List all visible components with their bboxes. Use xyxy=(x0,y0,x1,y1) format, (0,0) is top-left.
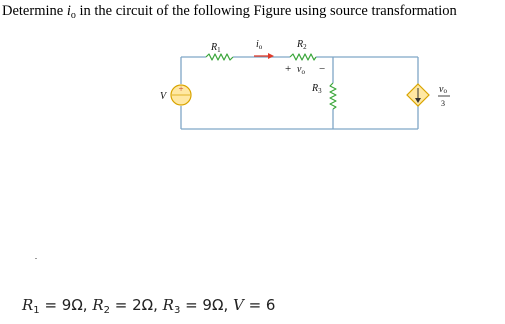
question-symbol-subscript: o xyxy=(70,10,76,21)
r2-label: $R_2$ xyxy=(297,39,307,51)
current-arrow-icon xyxy=(254,53,274,59)
question-suffix: in the circuit of the following Figure using source transformation xyxy=(75,3,457,19)
question-symbol: i xyxy=(66,3,71,19)
resistor-r1 xyxy=(206,54,233,60)
r2-name: R xyxy=(92,296,104,314)
r1-subscript: 1 xyxy=(33,305,40,316)
stray-dot xyxy=(35,258,37,259)
source-plus-sign: + xyxy=(178,84,184,94)
r1-name: R xyxy=(22,296,34,314)
io-label: $i_o$ xyxy=(256,39,263,51)
r3-value: = 9Ω, xyxy=(180,296,233,314)
dependent-source-numerator: vo xyxy=(439,84,447,95)
v-name: V xyxy=(232,296,244,314)
dependent-current-source-icon xyxy=(407,84,429,106)
r1-label: $R_1$ xyxy=(211,42,221,54)
r2-value: = 2Ω, xyxy=(110,296,163,314)
vo-plus-sign: + xyxy=(285,63,292,75)
v-label: V xyxy=(160,91,167,102)
r1-value: = 9Ω, xyxy=(39,296,93,314)
dependent-source-denominator: 3 xyxy=(441,99,445,108)
resistor-r2 xyxy=(290,54,316,60)
vo-label: $v_o$ xyxy=(297,64,305,76)
v-value: = 6 xyxy=(243,296,276,314)
r3-name: R xyxy=(162,296,174,314)
resistor-r3 xyxy=(330,83,336,109)
component-values xyxy=(22,296,275,320)
vo-minus-sign: − xyxy=(319,63,326,75)
question-prefix: Determine xyxy=(2,3,67,19)
r3-subscript: 3 xyxy=(173,305,181,316)
r3-label: $R_3$ xyxy=(312,83,322,95)
r2-subscript: 2 xyxy=(103,305,110,316)
